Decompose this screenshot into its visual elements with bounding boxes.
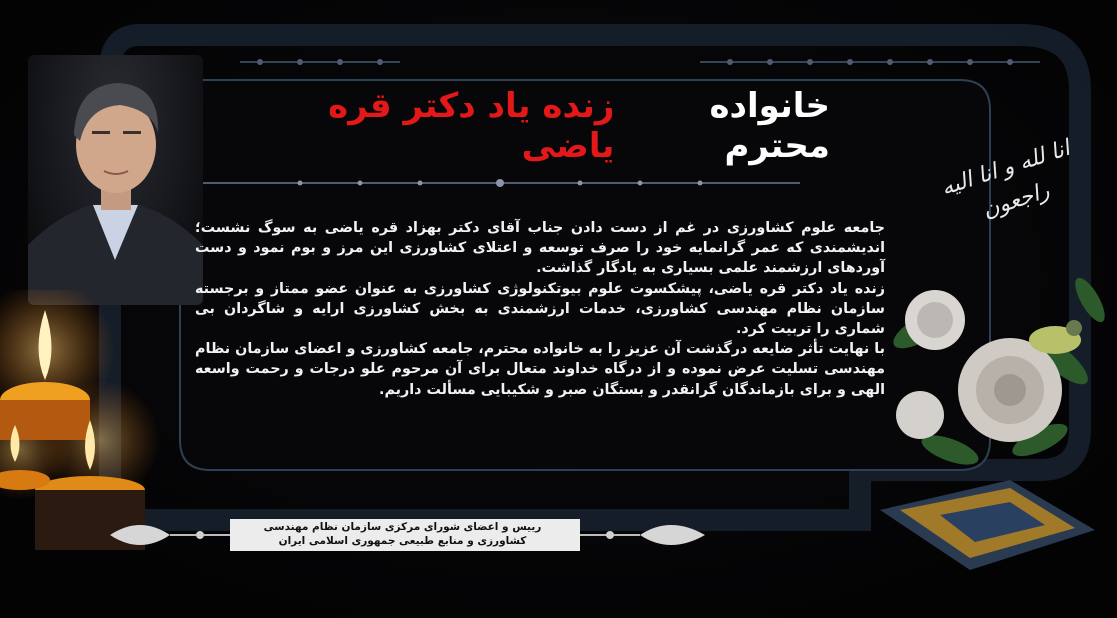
portrait-photo	[28, 55, 203, 305]
title-name: زنده یاد دکتر قره یاضی	[328, 86, 615, 166]
message-paragraph-2: زنده یاد دکتر قره یاضی، پیشکسوت علوم بیوتکنولوژی کشاورزی به عنوان عضو ممتاز و برجسته سازمان نظام مهندسی کشاورزی، خدمات ارزشمندی به بخش کشاورزی ارایه و شاگردان بی شماری را تربیت کرد.	[195, 280, 885, 338]
message-paragraph-1: جامعه علوم کشاورزی در غم از دست دادن جناب آقای دکتر بهزاد قره یاضی به سوگ نشست؛ اندیشمندی که عمر گرانمایه خود را صرف توسعه و اعتلای کشاورزی این مرز و بوم نمود و دست آوردهای ارزشمند علمی بسیاری به یادگار گذاشت.	[195, 220, 885, 277]
message-paragraph-3: با نهایت تأثر ضایعه درگذشت آن عزیز را به خانواده محترم، جامعه کشاورزی و اعضای سازمان نظام مهندسی تسلیت عرض نموده و از درگاه خداوند متعال برای آن مرحوم علو درجات و رحمت واسعه الهی و برای بازماندگان گرانقدر و بستگان صبر و شکیبایی مسألت داریم.	[195, 341, 885, 398]
quran-verse: انا لله و انا الیه راجعون	[938, 135, 1073, 224]
signature-text: رییس و اعضای شورای مرکزی سازمان نظام مهندسی کشاورزی و منابع طبیعی جمهوری اسلامی ایران	[263, 521, 542, 547]
title-prefix: خانواده محترم	[709, 86, 830, 166]
condolence-message	[195, 218, 885, 458]
page-title	[270, 86, 830, 166]
flowers-and-quran-illustration	[860, 240, 1117, 618]
